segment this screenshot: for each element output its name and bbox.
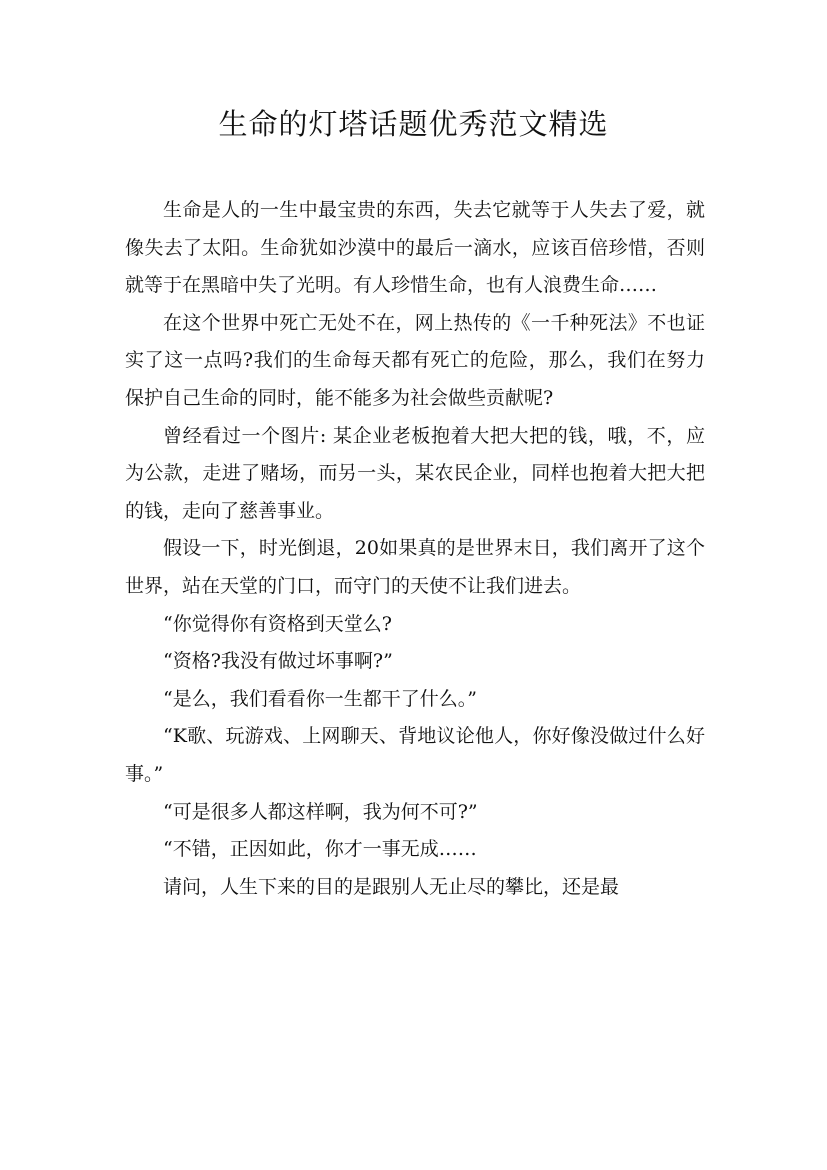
dialogue-line: “可是很多人都这样啊，我为何不可?” [163,800,478,823]
paragraph: 生命是人的一生中最宝贵的东西，失去它就等于人失去了爱，就像失去了太阳。生命犹如沙漠中的最后一滴水，应该百倍珍惜，否则就等于在黑暗中失了光明。有人珍惜生命，也有人浪费生命…… [125,199,705,297]
dialogue-line: “资格?我没有做过坏事啊?” [163,650,393,673]
dialogue-line: “是么，我们看看你一生都干了什么。” [163,687,477,710]
dialogue-line: “K歌、玩游戏、上网聊天、背地议论他人，你好像没做过什么好事。” [125,725,705,785]
dialogue-line: “不错，正因如此，你才一事无成…… [163,838,477,861]
dialogue-line: “你觉得你有资格到天堂么? [163,612,392,635]
paragraph: 假设一下，时光倒退，20如果真的是世界末日，我们离开了这个世界，站在天堂的门口，而守门的天使不让我们进去。 [125,537,705,597]
document-title: 生命的灯塔话题优秀范文精选 [218,107,609,141]
paragraph: 在这个世界中死亡无处不在，网上热传的《一千种死法》不也证实了这一点吗?我们的生命每天都有死亡的危险，那么，我们在努力保护自己生命的同时，能不能多为社会做些贡献呢? [125,311,705,409]
paragraph: 请问，人生下来的目的是跟别人无止尽的攀比，还是最 [163,875,620,898]
paragraph: 曾经看过一个图片: 某企业老板抱着大把大把的钱，哦，不，应为公款，走进了赌场，而另一头，某农民企业，同样也抱着大把大把的钱，走向了慈善事业。 [125,424,705,522]
document-body [125,192,705,906]
